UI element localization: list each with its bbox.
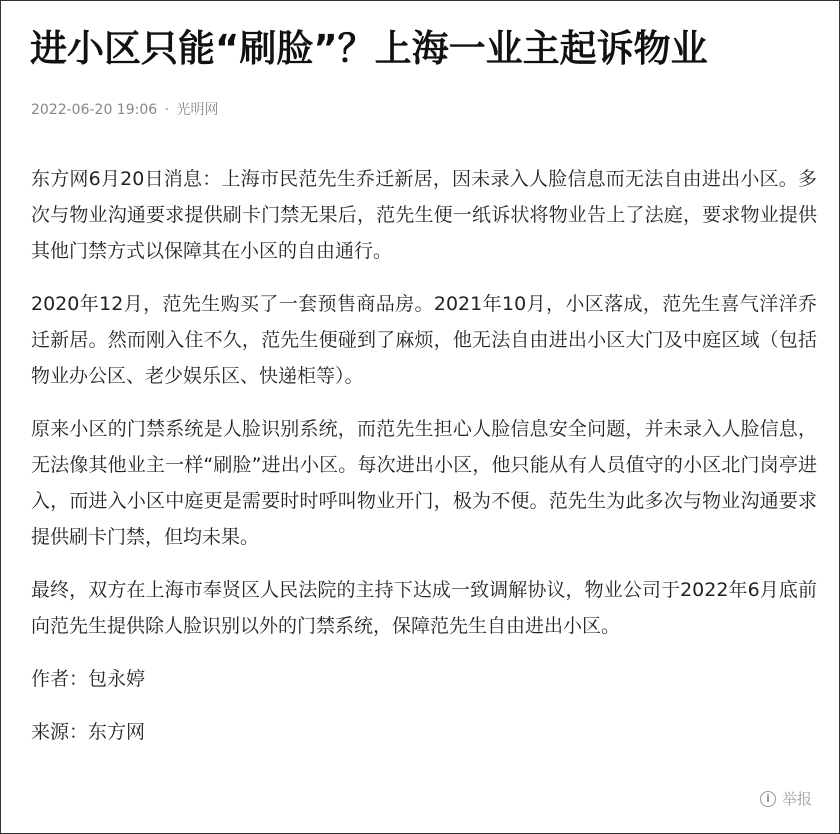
report-label: 举报 [781, 790, 812, 808]
article-title: 进小区只能“刷脸”？上海一业主起诉物业 [30, 27, 708, 70]
source-site: 光明网 [176, 102, 219, 118]
article-body [31, 161, 817, 767]
meta-separator: · [164, 102, 170, 118]
info-icon: i [760, 791, 776, 807]
paragraph: 2020年12月，范先生购买了一套预售商品房。2021年10月，小区落成，范先生喜气洋洋乔迁新居。然而刚入住不久，范先生便碰到了麻烦，他无法自由进出小区大门及中庭区域（包括物业办公区、老少娱乐区、快递柜等）。 [31, 293, 817, 387]
author-line: 作者：包永婷 [31, 668, 146, 690]
source-line: 来源：东方网 [31, 721, 146, 743]
paragraph: 原来小区的门禁系统是人脸识别系统，而范先生担心人脸信息安全问题，并未录入人脸信息，无法像其他业主一样“刷脸”进出小区。每次进出小区，他只能从有人员值守的小区北门岗亭进入，而进入小区中庭更是需要时时呼叫物业开门，极为不便。范先生为此多次与物业沟通要求提供刷卡门禁，但均未果。 [31, 418, 817, 548]
report-button[interactable] [760, 788, 812, 809]
paragraph: 东方网6月20日消息：上海市民范先生乔迁新居，因未录入人脸信息而无法自由进出小区。多次与物业沟通要求提供刷卡门禁无果后，范先生便一纸诉状将物业告上了法庭，要求物业提供其他门禁方式以保障其在小区的自由通行。 [31, 168, 817, 262]
paragraph: 最终，双方在上海市奉贤区人民法院的主持下达成一致调解协议，物业公司于2022年6月底前向范先生提供除人脸识别以外的门禁系统，保障范先生自由进出小区。 [31, 579, 817, 637]
publish-date: 2022-06-20 19:06 [31, 102, 158, 118]
article-meta [31, 99, 219, 121]
